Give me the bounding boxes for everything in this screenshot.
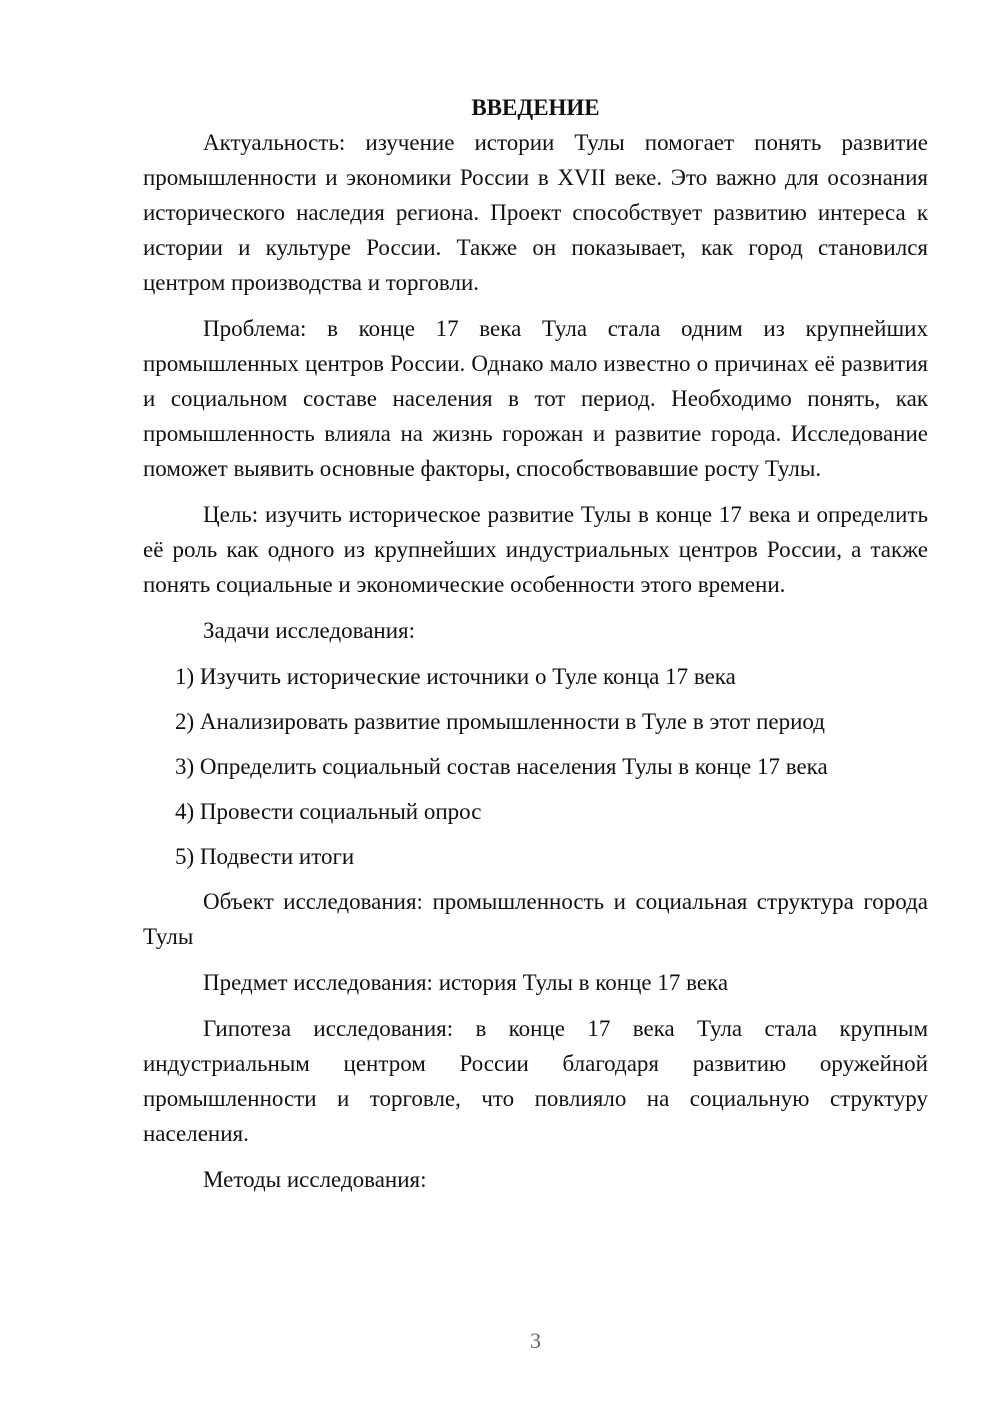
subject-paragraph: Предмет исследования: история Тулы в конце 17 века: [203, 970, 729, 995]
section-title: ВВЕДЕНИЕ: [471, 95, 600, 120]
task-item-5: 5) Подвести итоги: [175, 844, 355, 869]
goal-paragraph: Цель: изучить историческое развитие Тулы в конце 17 века и определить её роль как одного из крупнейших индустриальных центров России, а также понять социальные и экономические особенности этого времени.: [143, 502, 928, 597]
page-number: 3: [530, 1328, 541, 1353]
hypothesis-paragraph: Гипотеза исследования: в конце 17 века Тула стала крупным индустриальным центром России благодаря развитию оружейной промышленности и торговле, что повлияло на социальную структуру населения.: [143, 1016, 928, 1146]
task-item-3: 3) Определить социальный состав населения Тулы в конце 17 века: [175, 754, 828, 779]
methods-heading: Методы исследования:: [203, 1167, 427, 1192]
task-item-1: 1) Изучить исторические источники о Туле конца 17 века: [175, 664, 736, 689]
tasks-heading: Задачи исследования:: [203, 618, 416, 643]
page-content: [143, 90, 928, 1208]
task-item-2: 2) Анализировать развитие промышленности в Туле в этот период: [175, 709, 825, 734]
problem-paragraph: Проблема: в конце 17 века Тула стала одним из крупнейших промышленных центров России. Однако мало известно о причинах её развития и социальном составе населения в тот период. Необходимо понять, как промышленность влияла на жизнь горожан и развитие города. Исследование поможет выявить основные факторы, способствовавшие росту Тулы.: [143, 316, 928, 481]
relevance-paragraph: Актуальность: изучение истории Тулы помогает понять развитие промышленности и экономики России в XVII веке. Это важно для осознания исторического наследия региона. Проект способствует развитию интереса к истории и культуре России. Также он показывает, как город становился центром производства и торговли.: [143, 130, 928, 295]
object-paragraph: Объект исследования: промышленность и социальная структура города Тулы: [143, 889, 928, 949]
task-item-4: 4) Провести социальный опрос: [175, 799, 482, 824]
